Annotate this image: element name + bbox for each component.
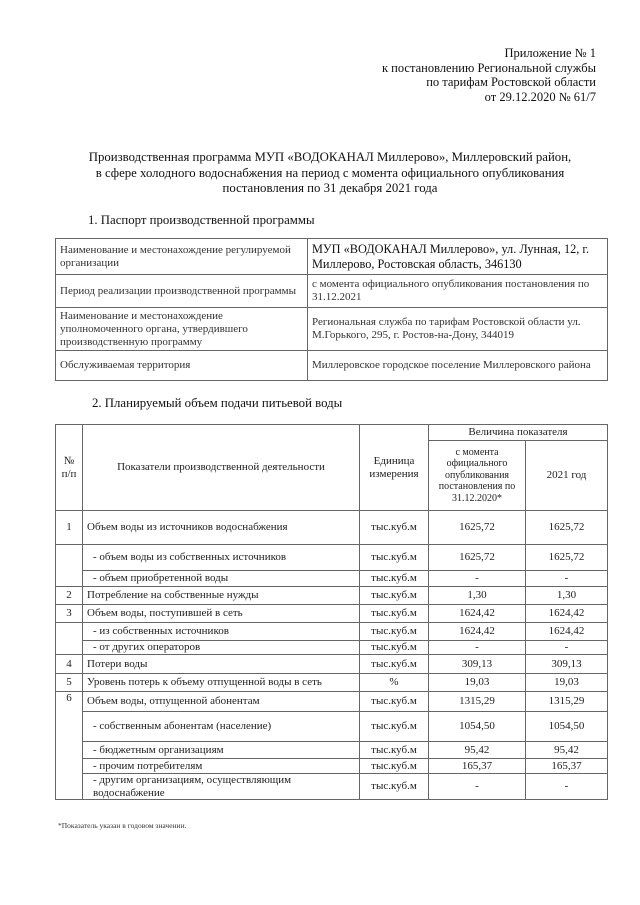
cell-v2: 1625,72: [526, 511, 608, 545]
cell-name: - от других операторов: [83, 641, 360, 655]
cell-no: 3: [56, 605, 83, 623]
cell-unit: тыс.куб.м: [360, 692, 429, 712]
table-row: [56, 692, 608, 712]
cell-v1: 1,30: [429, 587, 526, 605]
cell-no: 4: [56, 655, 83, 674]
document-title: [60, 150, 600, 197]
section-heading-plan: 2. Планируемый объем подачи питьевой воды: [92, 396, 343, 410]
header-group: Величина показателя: [429, 425, 608, 441]
cell-unit: тыс.куб.м: [360, 587, 429, 605]
cell-v2: 1,30: [526, 587, 608, 605]
table-row: [56, 275, 608, 308]
cell-v1: 95,42: [429, 742, 526, 759]
cell-no: 6: [56, 692, 83, 800]
cell-no: 1: [56, 511, 83, 545]
passport-label: Период реализации производственной программы: [56, 275, 308, 308]
table-row: [56, 759, 608, 774]
cell-v1: 1054,50: [429, 712, 526, 742]
cell-no: [56, 623, 83, 655]
table-row: [56, 571, 608, 587]
header-row: [56, 425, 608, 441]
cell-v2: -: [526, 571, 608, 587]
table-row: [56, 587, 608, 605]
header-unit: Единица измерения: [360, 425, 429, 511]
cell-v1: 1625,72: [429, 511, 526, 545]
table-row: [56, 511, 608, 545]
passport-table: [55, 238, 608, 381]
cell-v2: -: [526, 774, 608, 800]
cell-name: - прочим потребителям: [83, 759, 360, 774]
passport-value: Миллеровское городское поселение Миллеровского района: [308, 351, 608, 381]
cell-v1: 1625,72: [429, 545, 526, 571]
cell-v2: -: [526, 641, 608, 655]
appendix-line: к постановлению Региональной службы: [381, 60, 596, 75]
cell-name: Потребление на собственные нужды: [83, 587, 360, 605]
plan-table: [55, 424, 608, 800]
table-row: [56, 742, 608, 759]
table-row: [56, 641, 608, 655]
footnote: *Показатель указан в годовом значении.: [58, 821, 187, 830]
cell-name: - другим организациям, осуществляющим водоснабжение: [83, 774, 360, 800]
header-no: № п/п: [56, 425, 83, 511]
title-line: в сфере холодного водоснабжения на период с момента официального опубликования: [95, 165, 565, 180]
passport-label: Наименование и местонахождение регулируемой организации: [56, 239, 308, 275]
table-row: [56, 605, 608, 623]
cell-unit: тыс.куб.м: [360, 655, 429, 674]
cell-v1: 165,37: [429, 759, 526, 774]
cell-name: - бюджетным организациям: [83, 742, 360, 759]
appendix-line: по тарифам Ростовской области: [426, 75, 596, 89]
cell-name: - собственным абонентам (население): [83, 712, 360, 742]
section-heading-passport: 1. Паспорт производственной программы: [88, 213, 315, 227]
appendix-line: Приложение № 1: [504, 46, 596, 60]
cell-v1: 1624,42: [429, 623, 526, 641]
cell-name: - из собственных источников: [83, 623, 360, 641]
passport-value: с момента официального опубликования постановления по 31.12.2021: [308, 275, 608, 308]
cell-v2: 1624,42: [526, 605, 608, 623]
cell-v1: 1315,29: [429, 692, 526, 712]
cell-v2: 1315,29: [526, 692, 608, 712]
table-row: [56, 655, 608, 674]
cell-no: 5: [56, 674, 83, 692]
table-row: [56, 674, 608, 692]
passport-label: Обслуживаемая территория: [56, 351, 308, 381]
cell-name: Объем воды, поступившей в сеть: [83, 605, 360, 623]
cell-name: Потери воды: [83, 655, 360, 674]
cell-unit: тыс.куб.м: [360, 545, 429, 571]
cell-v1: 19,03: [429, 674, 526, 692]
title-line: Производственная программа МУП «ВОДОКАНАЛ Миллерово», Миллеровский район,: [88, 150, 572, 164]
table-row: [56, 545, 608, 571]
cell-v2: 1624,42: [526, 623, 608, 641]
appendix-line: от 29.12.2020 № 61/7: [484, 89, 596, 104]
passport-label: Наименование и местонахождение уполномоченного органа, утвердившего производственную программу: [56, 308, 308, 351]
cell-v1: -: [429, 774, 526, 800]
cell-unit: тыс.куб.м: [360, 712, 429, 742]
passport-value: МУП «ВОДОКАНАЛ Миллерово», ул. Лунная, 12, г. Миллерово, Ростовская область, 346130: [308, 239, 608, 275]
cell-name: Объем воды, отпущенной абонентам: [83, 692, 360, 712]
cell-unit: тыс.куб.м: [360, 641, 429, 655]
cell-unit: %: [360, 674, 429, 692]
cell-no: [56, 545, 83, 587]
cell-v2: 165,37: [526, 759, 608, 774]
cell-name: Объем воды из источников водоснабжения: [83, 511, 360, 545]
cell-unit: тыс.куб.м: [360, 511, 429, 545]
cell-unit: тыс.куб.м: [360, 774, 429, 800]
cell-v2: 1625,72: [526, 545, 608, 571]
cell-v1: 1624,42: [429, 605, 526, 623]
title-line: постановления по 31 декабря 2021 года: [222, 181, 438, 195]
cell-v2: 1054,50: [526, 712, 608, 742]
cell-v2: 309,13: [526, 655, 608, 674]
cell-v1: -: [429, 571, 526, 587]
cell-name: Уровень потерь к объему отпущенной воды в сеть: [83, 674, 360, 692]
table-row: [56, 712, 608, 742]
cell-unit: тыс.куб.м: [360, 605, 429, 623]
cell-unit: тыс.куб.м: [360, 742, 429, 759]
table-row: [56, 351, 608, 381]
table-row: [56, 623, 608, 641]
cell-name: - объем приобретенной воды: [83, 571, 360, 587]
appendix-header: [382, 46, 596, 104]
cell-v2: 95,42: [526, 742, 608, 759]
cell-no: 2: [56, 587, 83, 605]
table-row: [56, 774, 608, 800]
table-row: [56, 239, 608, 275]
table-row: [56, 308, 608, 351]
header-v1: с момента официального опубликования постановления по 31.12.2020*: [429, 441, 526, 511]
cell-v2: 19,03: [526, 674, 608, 692]
cell-name: - объем воды из собственных источников: [83, 545, 360, 571]
cell-unit: тыс.куб.м: [360, 623, 429, 641]
cell-unit: тыс.куб.м: [360, 759, 429, 774]
header-v2: 2021 год: [526, 441, 608, 511]
cell-v1: -: [429, 641, 526, 655]
cell-v1: 309,13: [429, 655, 526, 674]
header-name: Показатели производственной деятельности: [83, 425, 360, 511]
cell-unit: тыс.куб.м: [360, 571, 429, 587]
passport-value: Региональная служба по тарифам Ростовской области ул. М.Горького, 295, г. Ростов-на-Дону, 344019: [308, 308, 608, 351]
